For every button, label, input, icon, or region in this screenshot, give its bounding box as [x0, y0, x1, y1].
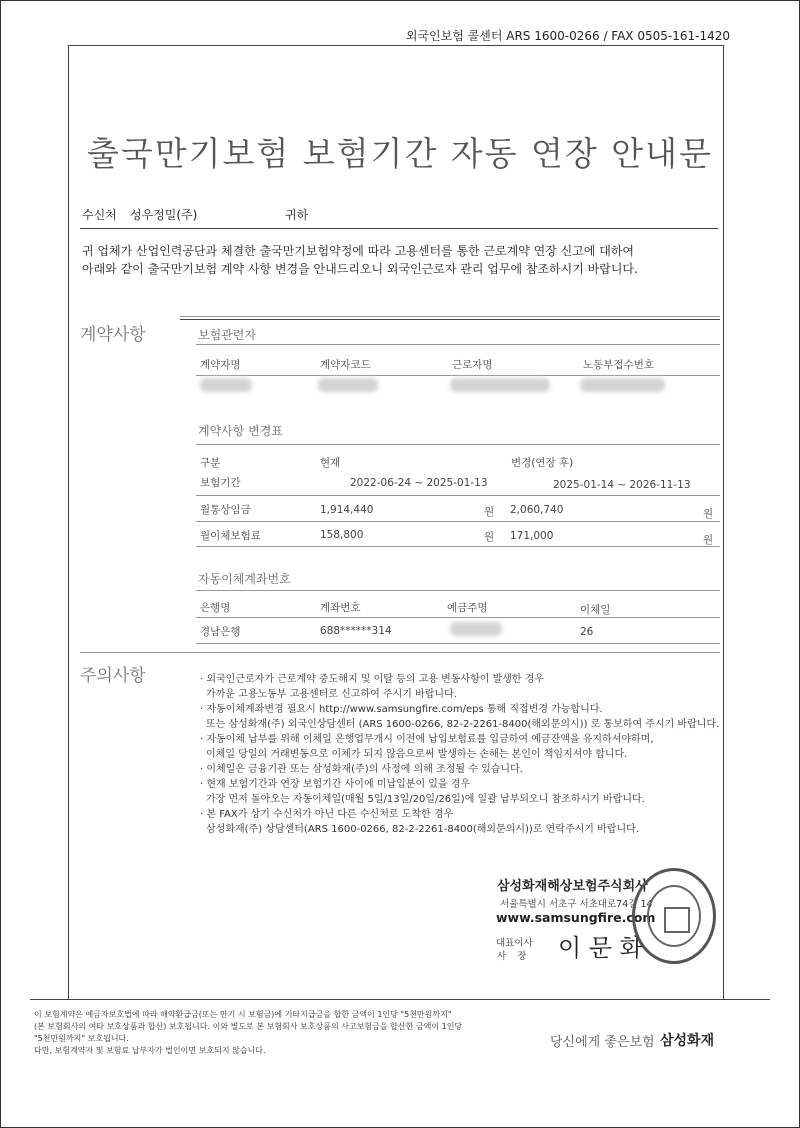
footer-disclaimer [34, 1009, 462, 1057]
rep-title-2: 사 장 [497, 951, 531, 962]
intro-line-1: 귀 업체가 산업인력공단과 체결한 출국만기보험약정에 따라 고용센터를 통한 근로계약 연장 신고에 대하여 [82, 244, 635, 258]
related-header-code: 계약자코드 [320, 359, 371, 371]
note-line: · 본 FAX가 상기 수신처가 아닌 다른 수신처로 도착한 경우 [200, 809, 454, 820]
row-wage-changed: 2,060,740 [510, 504, 564, 516]
seal-core [664, 907, 690, 933]
row-wage-current: 1,914,440 [320, 504, 374, 516]
redacted-contractor [200, 378, 252, 392]
row-premium-label: 월이체보험료 [200, 530, 261, 542]
company-seal [632, 868, 716, 964]
auto-day-value: 26 [580, 626, 594, 638]
row-premium-current: 158,800 [320, 529, 364, 541]
note-line: 가까운 고용노동부 고용센터로 신고하여 주시기 바랍니다. [206, 689, 457, 700]
auto-title: 자동이체계좌번호 [198, 572, 291, 586]
recipient-underline [80, 228, 718, 229]
recipient-company: 성우정밀(주) [130, 208, 198, 222]
footer-line: 이 보험계약은 예금자보호법에 따라 해약환급금(또는 만기 시 보험금)에 기타지급금을 합한 금액이 1인당 "5천만원까지" [34, 1010, 452, 1019]
redacted-code [318, 378, 378, 392]
issuer-address: 서울특별시 서초구 서초대로74길 14 [500, 899, 653, 910]
related-header-receipt: 노동부접수번호 [583, 359, 655, 371]
row-premium-changed: 171,000 [510, 530, 554, 542]
auto-bank-value: 경남은행 [200, 626, 241, 638]
document-title: 출국만기보험 보험기간 자동 연장 안내문 [87, 134, 713, 173]
document-border [68, 45, 724, 1000]
redacted-receipt [580, 378, 665, 392]
note-line: 삼성화재(주) 상담센터(ARS 1600-0266, 82-2-2261-8400(해외문의시))로 연락주시기 바랍니다. [206, 824, 639, 835]
change-rule-top [196, 444, 720, 445]
row-premium-changed-unit: 원 [703, 534, 714, 546]
note-line: 또는 삼성화재(주) 외국인상담센터 (ARS 1600-0266, 82-2-2261-8400(해외문의시)) 로 통보하여 주시기 바랍니다. [206, 719, 720, 730]
row-period-current: 2022-06-24 ~ 2025-01-13 [350, 477, 488, 489]
note-line: 이체일 당일의 거래변동으로 이체가 되지 않음으로써 발생하는 손해는 본인이 책임지셔야 합니다. [206, 749, 628, 760]
row-period-changed: 2025-01-14 ~ 2026-11-13 [553, 479, 691, 491]
related-rule [196, 344, 720, 345]
seal-inner-ring [647, 885, 701, 947]
related-header-contractor: 계약자명 [200, 359, 241, 371]
note-line: · 자동이체계좌변경 필요시 http://www.samsungfire.com/eps 통해 직접변경 가능합니다. [200, 704, 603, 715]
issuer-company: 삼성화재해상보험주식회사 [497, 879, 648, 894]
related-title: 보험관련자 [198, 328, 256, 342]
note-line: · 이체일은 금융기관 또는 삼성화재(주)의 사정에 의해 조정될 수 있습니다. [200, 764, 523, 775]
related-header-rule [196, 375, 720, 376]
auto-header-day: 이체일 [580, 604, 611, 616]
row-wage-current-unit: 원 [484, 506, 495, 518]
note-line: 가장 먼저 돌아오는 자동이체일(매월 5일/13일/20일/26일)에 일괄 납부되오니 참조하시기 바랍니다. [206, 794, 645, 805]
call-center-info: 외국인보험 콜센터 ARS 1600-0266 / FAX 0505-161-1420 [405, 29, 730, 43]
notes-list [200, 672, 719, 837]
recipient-label: 수신처 [82, 208, 117, 222]
related-header-worker: 근로자명 [452, 359, 493, 371]
auto-rule-top [196, 590, 720, 591]
row-wage-label: 월통상임금 [200, 504, 251, 516]
footer-brand: 삼성화재 [660, 1033, 715, 1049]
row-wage-rule [196, 521, 720, 522]
footer-line: (본 보험회사의 여타 보호상품과 합산) 보호됩니다. 이와 별도로 본 보험회사 보호상품의 사고보험금을 합산한 금액이 1인당 [34, 1022, 463, 1031]
auto-account-value: 688******314 [320, 625, 392, 637]
note-line: · 자동이체 납부를 위해 이체일 은행업무개시 이전에 납입보험료를 입금하여 예금잔액을 유지하셔야하며, [200, 734, 654, 745]
row-wage-changed-unit: 원 [703, 508, 714, 520]
footer-slogan: 당신에게 좋은보험 [550, 1035, 655, 1050]
rep-title-1: 대표이사 [496, 938, 533, 949]
change-header-type: 구분 [200, 457, 221, 469]
contract-section-title: 계약사항 [80, 325, 146, 345]
notes-rule [80, 652, 720, 653]
footer-line: "5천만원까지" 보호됩니다. [34, 1034, 129, 1043]
auto-rule-bottom [196, 643, 720, 644]
footer-line: 다만, 보험계약자 및 보험료 납부자가 법인이면 보호되지 않습니다. [34, 1046, 266, 1055]
row-premium-current-unit: 원 [484, 531, 495, 543]
contract-top-rule [180, 316, 720, 317]
change-header-changed: 변경(연장 후) [511, 457, 574, 469]
auto-header-rule [196, 617, 720, 618]
intro-line-2: 아래와 같이 출국만기보험 계약 사항 변경을 안내드리오니 외국인근로자 관리 업무에 참조하시기 바랍니다. [82, 262, 638, 276]
note-line: · 외국인근로자가 근로계약 중도해지 및 이탈 등의 고용 변동사항이 발생한 경우 [200, 674, 545, 685]
row-period-label: 보험기간 [200, 477, 241, 489]
notes-section-title: 주의사항 [80, 666, 146, 686]
issuer-website: www.samsungfire.com [496, 910, 656, 925]
row-period-rule [196, 495, 720, 496]
auto-header-bank: 은행명 [200, 602, 231, 614]
redacted-holder [450, 622, 502, 636]
change-header-current: 현재 [320, 457, 341, 469]
rep-name-signature: 이 문 화 [558, 934, 643, 962]
note-line: · 현재 보험기간과 연장 보험기간 사이에 미납입분이 있을 경우 [200, 779, 471, 790]
change-title: 계약사항 변경표 [198, 424, 283, 438]
footer-rule [30, 999, 770, 1000]
redacted-worker [450, 378, 550, 392]
auto-header-account: 계좌번호 [320, 602, 361, 614]
auto-header-holder: 예금주명 [447, 602, 488, 614]
contract-top-rule-2 [180, 319, 720, 320]
recipient-suffix: 귀하 [285, 208, 309, 222]
change-rule-bottom [196, 546, 720, 547]
